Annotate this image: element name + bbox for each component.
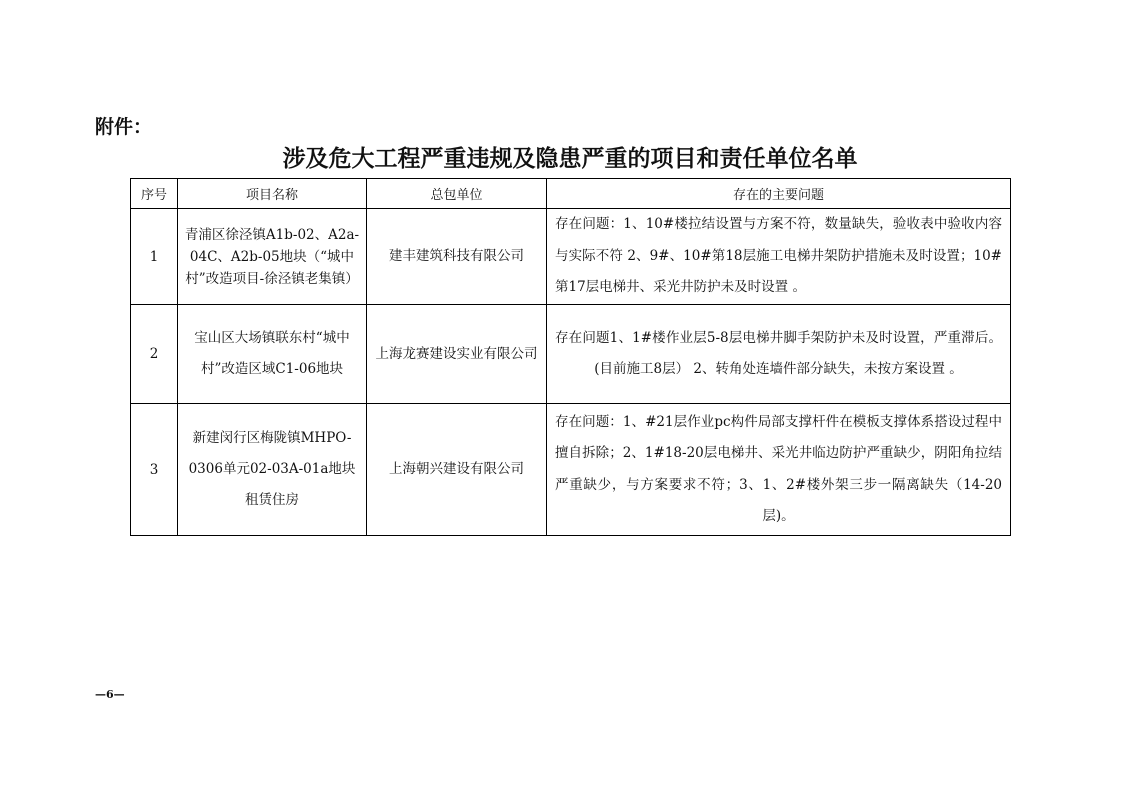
attachment-label: 附件： — [95, 116, 153, 138]
row-project: 宝山区大场镇联东村“城中村”改造区域C1-06地块 — [178, 305, 367, 404]
row-project: 青浦区徐泾镇A1b-02、A2a-04C、A2b-05地块（“城中村”改造项目-徐泾镇老集镇） — [178, 209, 367, 305]
row-contractor: 上海龙赛建设实业有限公司 — [367, 305, 547, 404]
header-issues: 存在的主要问题 — [547, 179, 1011, 209]
document-title: 涉及危大工程严重违规及隐患严重的项目和责任单位名单 — [282, 145, 858, 172]
table-header-row — [131, 179, 1011, 209]
row-no: 2 — [131, 305, 178, 404]
project-table — [130, 178, 1011, 536]
row-project: 新建闵行区梅陇镇MHPO-0306单元02-03A-01a地块租赁住房 — [178, 404, 367, 536]
page-number-value: 6 — [106, 688, 114, 701]
table-row — [131, 404, 1011, 536]
row-no: 1 — [131, 209, 178, 305]
row-contractor: 建丰建筑科技有限公司 — [367, 209, 547, 305]
table-row — [131, 305, 1011, 404]
row-issues: 存在问题：1、10#楼拉结设置与方案不符，数量缺失，验收表中验收内容与实际不符 2、9#、10#第18层施工电梯井架防护措施未及时设置；10#第17层电梯井、采光井防护未及时设置 。 — [547, 209, 1011, 305]
page-number — [95, 688, 125, 701]
row-issues: 存在问题1、1#楼作业层5-8层电梯井脚手架防护未及时设置，严重滞后。(目前施工8层） 2、转角处连墙件部分缺失，未按方案设置 。 — [547, 305, 1011, 404]
header-no: 序号 — [131, 179, 178, 209]
row-contractor: 上海朝兴建设有限公司 — [367, 404, 547, 536]
table-row — [131, 209, 1011, 305]
page-dash-left: — — [95, 688, 106, 701]
header-project: 项目名称 — [178, 179, 367, 209]
page-dash-right: — — [113, 688, 125, 701]
row-issues: 存在问题：1、#21层作业pc构件局部支撑杆件在模板支撑体系搭设过程中擅自拆除；2、1#18-20层电梯井、采光井临边防护严重缺少，阴阳角拉结严重缺少，与方案要求不符；3、1、2#楼外架三步一隔离缺失（14-20层)。 — [547, 404, 1011, 536]
header-contractor: 总包单位 — [367, 179, 547, 209]
row-no: 3 — [131, 404, 178, 536]
